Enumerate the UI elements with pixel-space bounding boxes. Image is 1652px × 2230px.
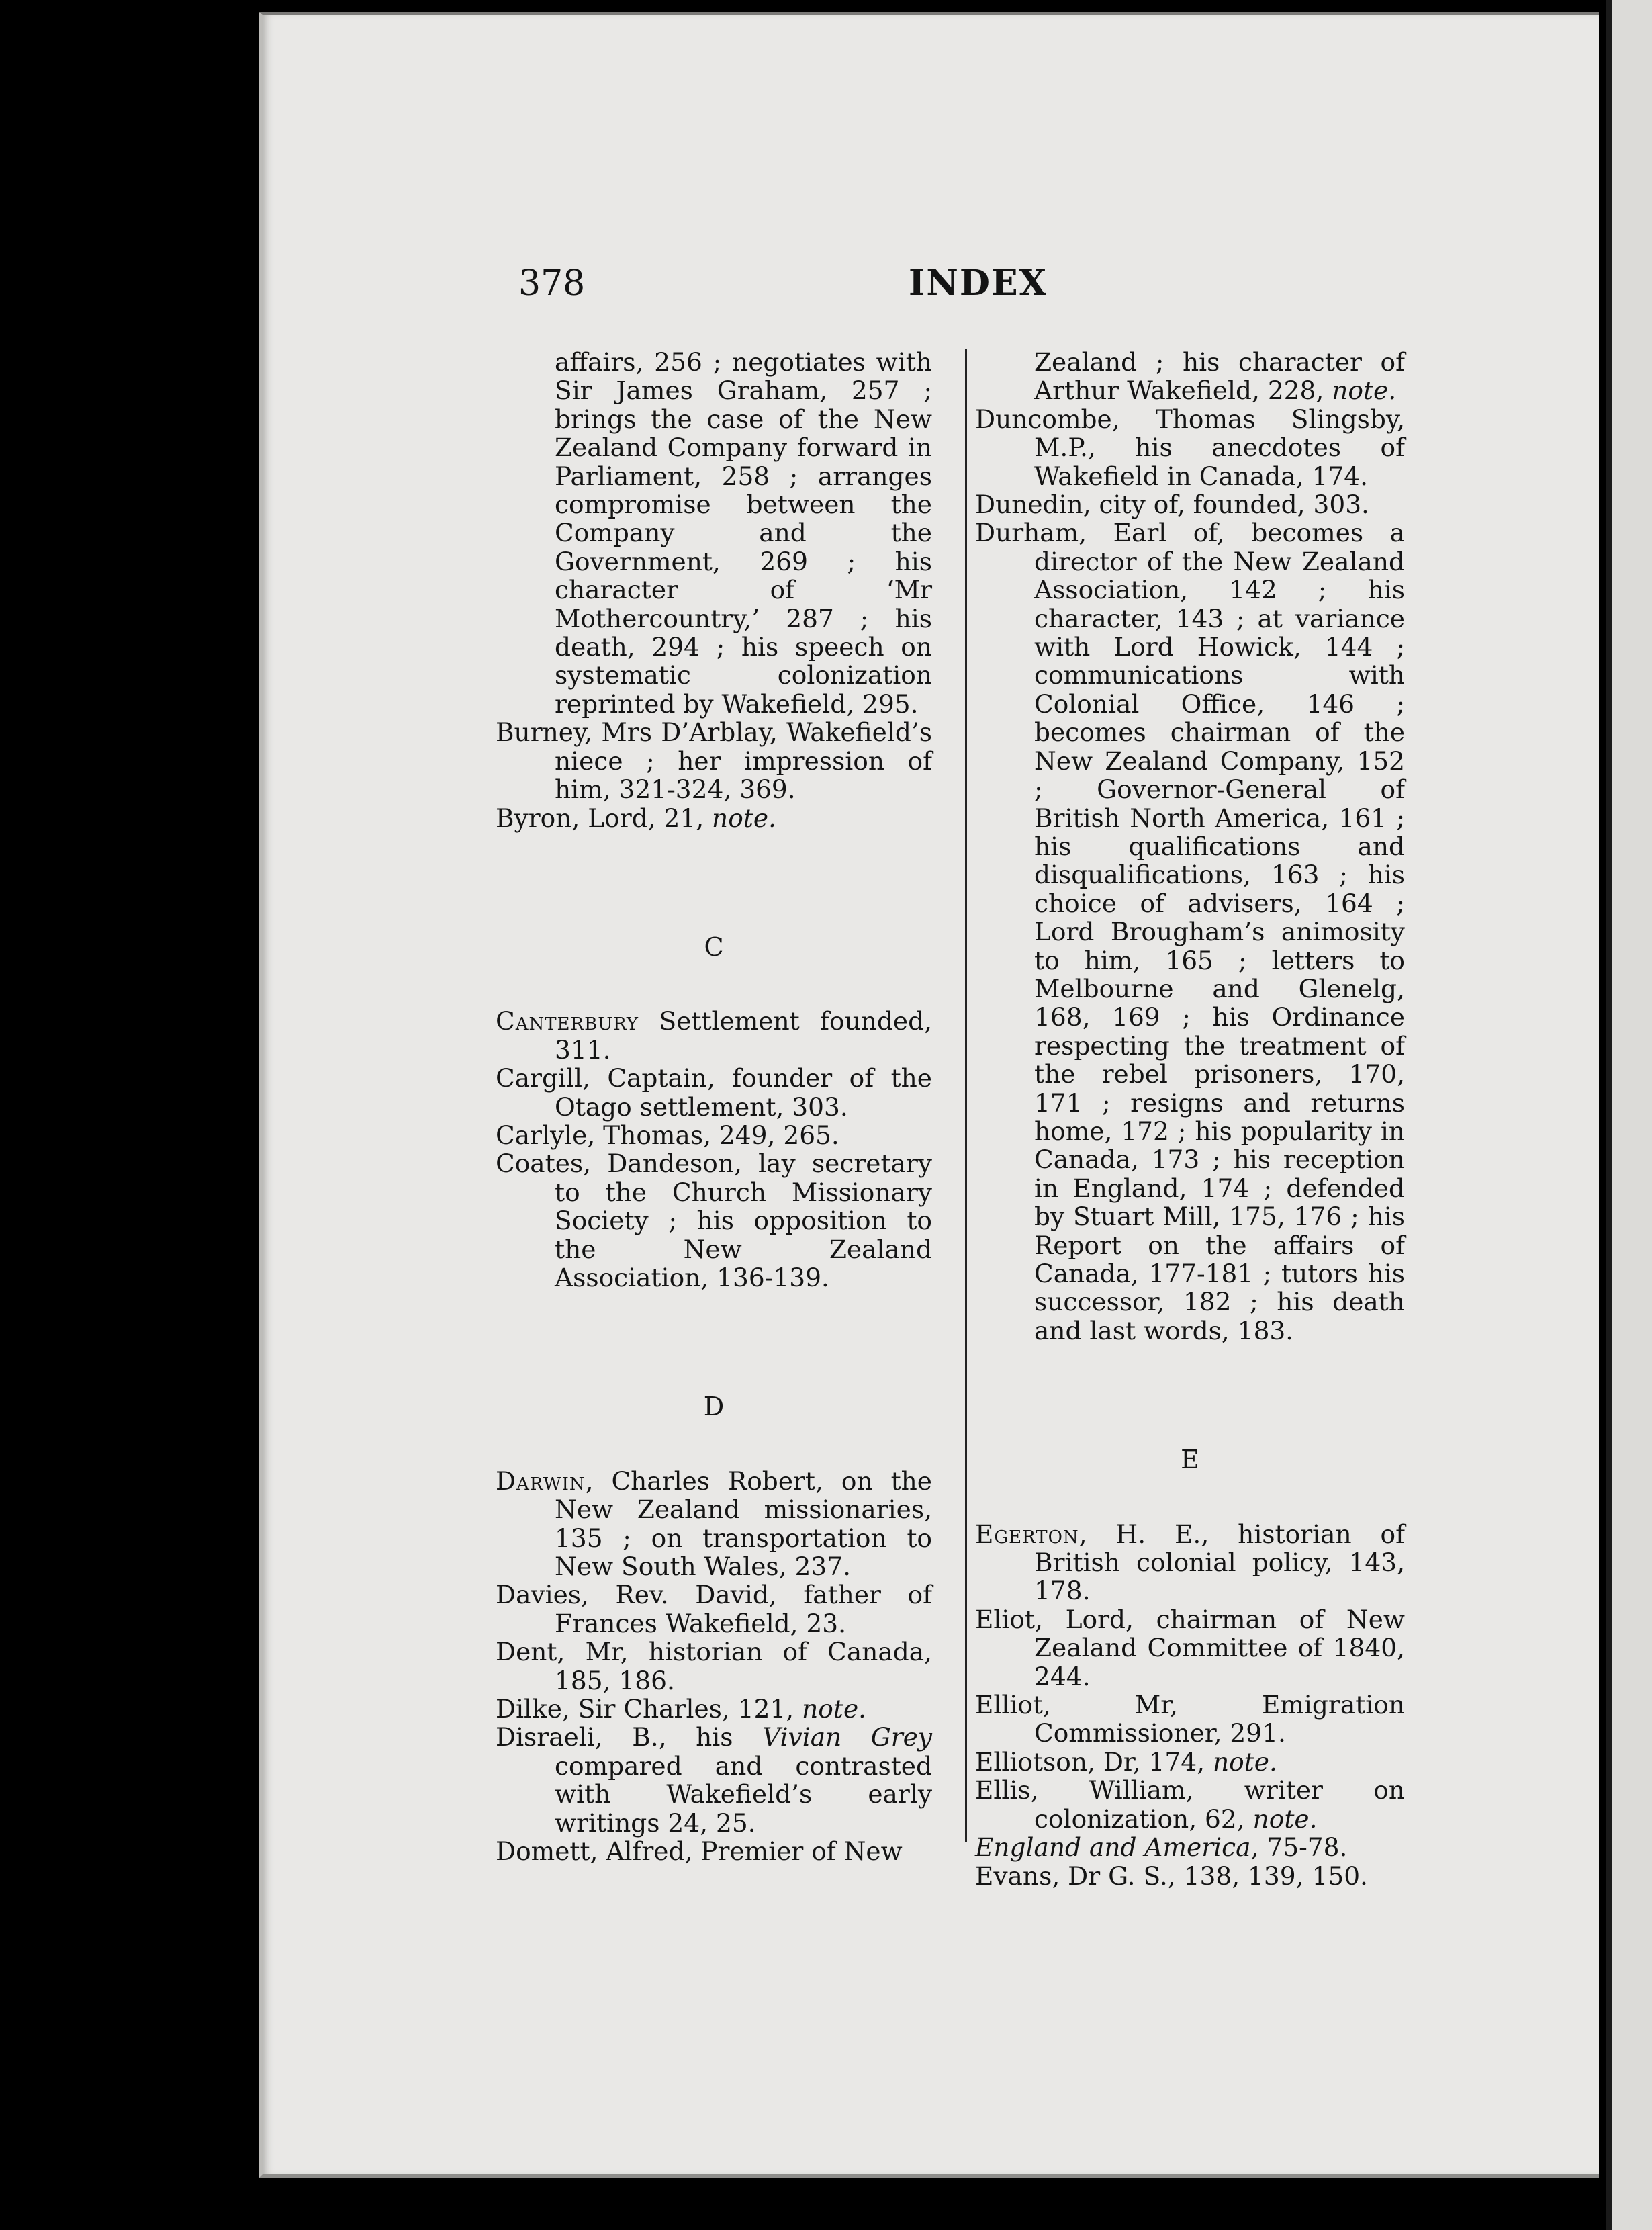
index-entry-cargill: Cargill, Captain, founder of the Otago settlement, 303.: [496, 1063, 932, 1122]
index-entry-duncombe: Duncombe, Thomas Slingsby, M.P., his anecdotes of Wakefield in Canada, 174.: [975, 404, 1405, 491]
entry-headword: Darwin: [496, 1466, 586, 1496]
index-entry-domett: Domett, Alfred, Premier of New: [496, 1836, 903, 1867]
index-entry-dent: Dent, Mr, historian of Canada, 185, 186.: [496, 1637, 932, 1695]
section-letter-d: D: [703, 1392, 725, 1422]
book-title: Vivian Grey: [762, 1722, 932, 1752]
index-entry-continuation: affairs, 256 ; negotiates with Sir James Graham, 257 ; brings the case of the New Zealand Company forward in Parliament, 258 ; arranges compromise between the Company and the Government, 269 ; his character of ‘Mr Mothercountry,’ 287 ; his death, 294 ; his speech on systematic colonization reprinted by Wakefield, 295.: [555, 347, 932, 719]
index-entry-elliotson: [975, 1748, 1405, 1776]
entry-text: Zealand ; his character of Arthur Wakefield, 228,: [1034, 347, 1405, 406]
index-entry-eliot: Eliot, Lord, chairman of New Zealand Committee of 1840, 244.: [975, 1604, 1405, 1691]
note-reference: note.: [1212, 1746, 1277, 1777]
index-entry-dunedin: Dunedin, city of, founded, 303.: [975, 490, 1369, 520]
index-entry-ellis: [975, 1776, 1405, 1833]
index-entry-coates: Coates, Dandeson, lay secretary to the Church Missionary Society ; his opposition to the New Zealand Association, 136-139.: [496, 1149, 932, 1292]
index-entry-elliot: Elliot, Mr, Emigration Commissioner, 291.: [975, 1690, 1405, 1748]
index-entry-england-and-america: [975, 1833, 1405, 1861]
index-entry-carlyle: Carlyle, Thomas, 249, 265.: [496, 1120, 839, 1150]
entry-headword: Egerton: [975, 1519, 1079, 1549]
section-letter-e: E: [1181, 1445, 1199, 1475]
index-entry-egerton: [975, 1520, 1405, 1605]
index-entry-burney: Burney, Mrs D’Arblay, Wakefield’s niece ; her impression of him, 321-324, 369.: [496, 717, 932, 805]
index-entry-davies: Davies, Rev. David, father of Frances Wakefield, 23.: [496, 1580, 932, 1638]
entry-text: Dilke, Sir Charles, 121,: [496, 1694, 802, 1724]
column-divider: [965, 349, 967, 1842]
left-column: [496, 348, 932, 1865]
note-reference: note.: [1252, 1803, 1318, 1834]
index-entry-darwin: [496, 1467, 932, 1581]
right-column: [975, 348, 1405, 1890]
entry-text: , H. E., historian of British colonial policy, 143, 178.: [1034, 1519, 1405, 1606]
index-entry-disraeli: [496, 1723, 932, 1837]
index-entry-durham: Durham, Earl of, becomes a director of the New Zealand Association, 142 ; his character, 143 ; at variance with Lord Howick, 144 ; communications with Colonial Office, 146 ; becomes chairman of the New Zealand Company, 152 ; Governor-General of British North America, 161 ; his qualifications and disqualifications, 163 ; his choice of advisers, 164 ; Lord Brougham’s animosity to him, 165 ; letters to Melbourne and Glenelg, 168, 169 ; his Ordinance respecting the treatment of the rebel prisoners, 170, 171 ; resigns and returns home, 172 ; his popularity in Canada, 173 ; his reception in England, 174 ; defended by Stuart Mill, 175, 176 ; his Report on the affairs of Canada, 177-181 ; tutors his successor, 182 ; his death and last words, 183.: [975, 518, 1405, 1345]
entry-text: , Charles Robert, on the New Zealand missionaries, 135 ; on transportation to New South Wales, 237.: [555, 1466, 932, 1581]
entry-text: Ellis, William, writer on colonization, 62,: [975, 1775, 1405, 1834]
note-reference: note.: [712, 803, 776, 833]
index-entry-canterbury: [496, 1007, 932, 1064]
note-reference: note.: [1332, 375, 1397, 406]
note-reference: note.: [802, 1694, 867, 1724]
entry-text: Settlement founded, 311.: [555, 1006, 932, 1065]
section-letter-c: C: [704, 932, 724, 962]
index-entry-dilke: [496, 1695, 932, 1723]
adjacent-page-edge: [1606, 0, 1652, 2230]
entry-text: Byron, Lord, 21,: [496, 803, 713, 833]
entry-text: Elliotson, Dr, 174,: [975, 1746, 1213, 1777]
running-head-title: INDEX: [909, 263, 1048, 304]
entry-text: , 75-78.: [1250, 1832, 1348, 1863]
entry-text: Disraeli, B., his: [496, 1722, 763, 1752]
page-number: 378: [518, 263, 586, 304]
entry-headword: Canterbury: [496, 1006, 639, 1036]
index-entry-continuation: [975, 348, 1405, 405]
index-entry-evans: Evans, Dr G. S., 138, 139, 150.: [975, 1861, 1368, 1891]
index-entry-byron: [496, 804, 932, 832]
book-title: England and America: [975, 1832, 1251, 1863]
entry-text-rest: compared and contrasted with Wakefield’s early writings 24, 25.: [555, 1750, 932, 1838]
